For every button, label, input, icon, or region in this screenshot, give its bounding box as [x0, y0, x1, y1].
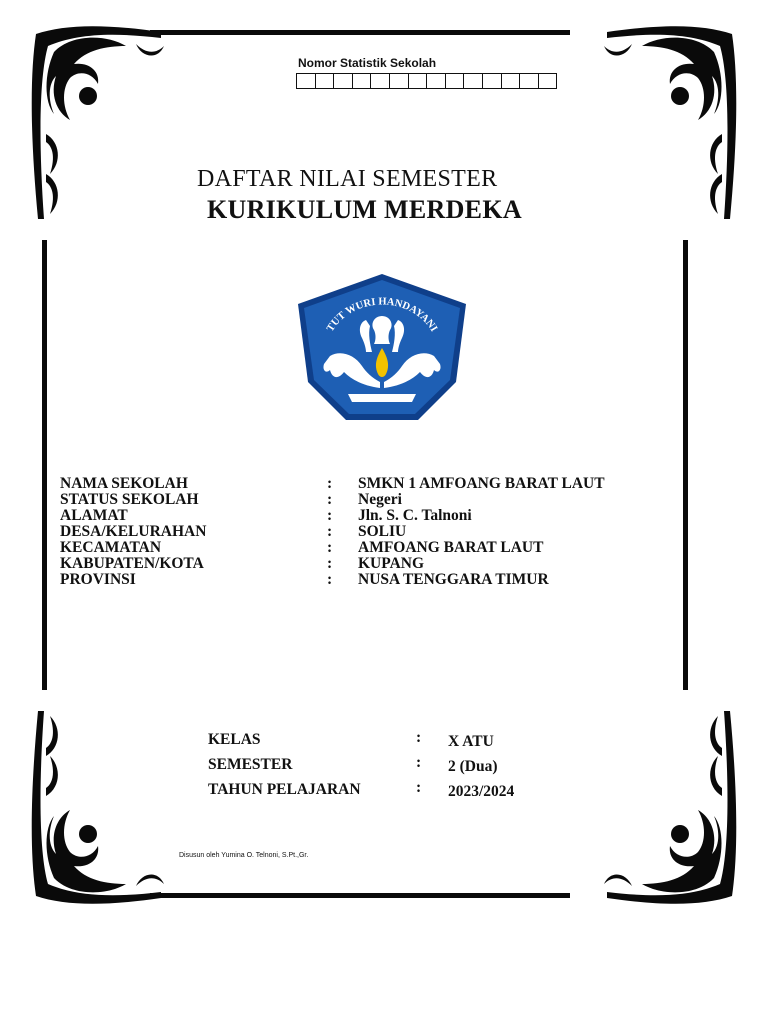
- nss-digit-box: [520, 74, 539, 88]
- corner-ornament-top-left: [26, 24, 166, 224]
- nss-digit-box: [371, 74, 390, 88]
- class-info-sep: :: [416, 729, 422, 746]
- school-info-sep: :: [327, 523, 333, 540]
- school-info-value: AMFOANG BARAT LAUT: [358, 539, 544, 556]
- school-info-label: PROVINSI: [60, 571, 136, 588]
- nss-digit-box: [539, 74, 558, 88]
- nss-digit-box: [483, 74, 502, 88]
- nss-digit-box: [446, 74, 465, 88]
- class-info-label: KELAS: [208, 731, 261, 748]
- author-credit: Disusun oleh Yumina O. Telnoni, S.Pt.,Gr.: [179, 852, 309, 859]
- school-info-sep: :: [327, 507, 333, 524]
- school-info-sep: :: [327, 491, 333, 508]
- class-info-label: TAHUN PELAJARAN: [208, 781, 361, 798]
- school-info-label: KABUPATEN/KOTA: [60, 555, 204, 572]
- page-title: DAFTAR NILAI SEMESTER: [197, 166, 498, 192]
- nss-digit-box: [464, 74, 483, 88]
- page-subtitle: KURIKULUM MERDEKA: [207, 195, 522, 224]
- school-info-label: DESA/KELURAHAN: [60, 523, 207, 540]
- corner-ornament-bottom-right: [602, 706, 742, 906]
- nss-digit-box: [502, 74, 521, 88]
- class-info-sep: :: [416, 754, 422, 771]
- nss-digit-box: [427, 74, 446, 88]
- class-info-label: SEMESTER: [208, 756, 293, 773]
- school-info-sep: :: [327, 571, 333, 588]
- school-info-value: KUPANG: [358, 555, 425, 572]
- nss-digit-boxes: [296, 73, 557, 89]
- frame-right-border: [683, 240, 688, 690]
- school-info-label: NAMA SEKOLAH: [60, 475, 188, 492]
- school-info-label: KECAMATAN: [60, 539, 162, 556]
- school-info-label: ALAMAT: [60, 507, 128, 524]
- school-info-sep: :: [327, 539, 333, 556]
- nss-digit-box: [334, 74, 353, 88]
- corner-ornament-top-right: [602, 24, 742, 224]
- nss-digit-box: [390, 74, 409, 88]
- frame-top-border: [150, 30, 570, 35]
- tut-wuri-handayani-logo: [290, 270, 474, 428]
- class-info-value: X ATU: [448, 733, 494, 750]
- school-info-value: Jln. S. C. Talnoni: [358, 507, 472, 524]
- frame-bottom-border: [150, 893, 570, 898]
- corner-ornament-bottom-left: [26, 706, 166, 906]
- nss-digit-box: [297, 74, 316, 88]
- nss-digit-box: [353, 74, 372, 88]
- nss-digit-box: [316, 74, 335, 88]
- class-info-sep: :: [416, 779, 422, 796]
- school-info-value: NUSA TENGGARA TIMUR: [358, 571, 549, 588]
- school-info-value: Negeri: [358, 491, 402, 508]
- school-info-value: SOLIU: [358, 523, 407, 540]
- class-info-value: 2023/2024: [448, 783, 515, 800]
- logo-motto: TUT WURI HANDAYANI: [324, 296, 440, 334]
- school-info-label: STATUS SEKOLAH: [60, 491, 199, 508]
- school-info-value: SMKN 1 AMFOANG BARAT LAUT: [358, 475, 605, 492]
- nss-digit-box: [409, 74, 428, 88]
- class-info-value: 2 (Dua): [448, 758, 498, 775]
- school-info-sep: :: [327, 475, 333, 492]
- school-info-sep: :: [327, 555, 333, 572]
- frame-left-border: [42, 240, 47, 690]
- nss-label: Nomor Statistik Sekolah: [298, 56, 437, 70]
